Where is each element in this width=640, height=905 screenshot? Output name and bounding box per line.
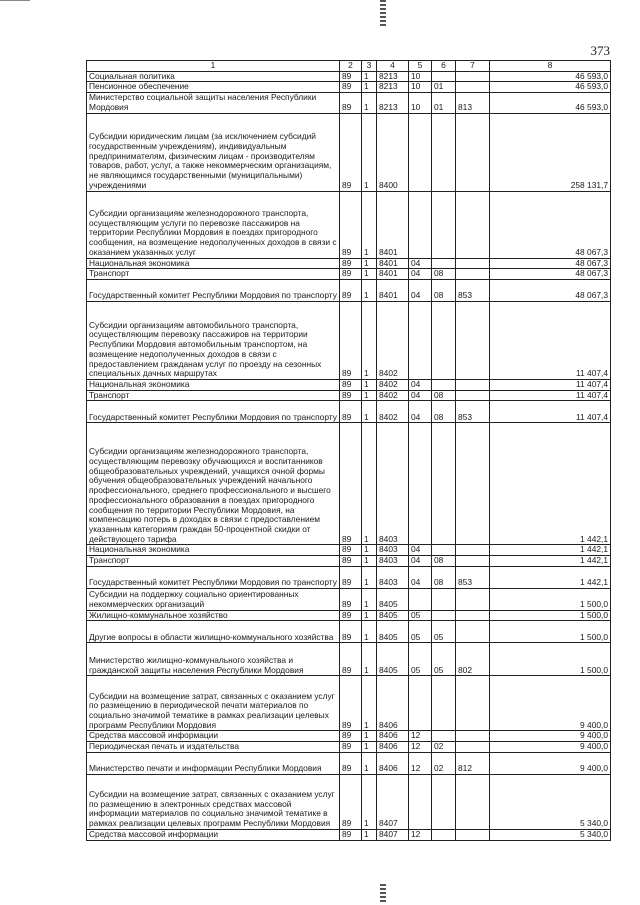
row-code-c3: 1 <box>362 742 377 753</box>
row-code-c2: 89 <box>340 82 362 93</box>
table-row <box>87 588 611 610</box>
row-label: Субсидии на поддержку социально ориентированных некоммерческих организаций <box>87 588 340 610</box>
row-code-c7: 802 <box>456 643 490 676</box>
row-code-c4: 8405 <box>377 610 409 621</box>
row-code-c7 <box>456 269 490 280</box>
row-code-c4: 8406 <box>377 676 409 731</box>
row-code-c7 <box>456 258 490 269</box>
row-code-c4: 8403 <box>377 566 409 588</box>
row-code-c6 <box>432 588 456 610</box>
row-code-c3: 1 <box>362 752 377 774</box>
row-code-c4: 8213 <box>377 71 409 82</box>
row-code-c6: 05 <box>432 621 456 643</box>
table-row <box>87 621 611 643</box>
row-label: Министерство жилищно-коммунального хозяйства и гражданской защиты населения Республики Мордовия <box>87 643 340 676</box>
row-label: Национальная экономика <box>87 379 340 390</box>
col-header: 1 <box>87 61 340 72</box>
table-row <box>87 269 611 280</box>
row-code-c6 <box>432 423 456 545</box>
row-code-c6 <box>432 113 456 191</box>
row-code-c4: 8407 <box>377 774 409 829</box>
row-label: Государственный комитет Республики Мордовия по транспорту <box>87 401 340 423</box>
row-code-c2: 89 <box>340 731 362 742</box>
row-code-c7 <box>456 191 490 258</box>
row-code-c2: 89 <box>340 566 362 588</box>
row-code-c6: 08 <box>432 269 456 280</box>
table-row <box>87 401 611 423</box>
row-code-c6 <box>432 258 456 269</box>
row-code-c4: 8403 <box>377 556 409 567</box>
row-code-c7 <box>456 423 490 545</box>
row-code-c7 <box>456 774 490 829</box>
row-code-c5 <box>409 113 432 191</box>
row-code-c3: 1 <box>362 566 377 588</box>
row-code-c6: 01 <box>432 93 456 113</box>
row-code-c5: 10 <box>409 71 432 82</box>
row-label: Субсидии на возмещение затрат, связанных с оказанием услуг по размещению в электронных средствах массовой информации материалов по социально значимой тематике в рамках реализации целевых программ Республики Мордовия <box>87 774 340 829</box>
row-amount: 1 500,0 <box>490 643 611 676</box>
row-label: Средства массовой информации <box>87 731 340 742</box>
row-label: Министерство печати и информации Республики Мордовия <box>87 752 340 774</box>
row-amount: 1 442,1 <box>490 556 611 567</box>
row-code-c7 <box>456 113 490 191</box>
row-code-c4: 8400 <box>377 113 409 191</box>
row-code-c3: 1 <box>362 774 377 829</box>
row-code-c7 <box>456 742 490 753</box>
row-code-c2: 89 <box>340 643 362 676</box>
row-code-c2: 89 <box>340 621 362 643</box>
row-amount: 5 340,0 <box>490 829 611 840</box>
row-code-c6 <box>432 71 456 82</box>
row-code-c3: 1 <box>362 621 377 643</box>
row-amount: 48 067,3 <box>490 191 611 258</box>
row-amount: 11 407,4 <box>490 390 611 401</box>
table-row <box>87 301 611 379</box>
row-code-c5: 04 <box>409 545 432 556</box>
row-code-c2: 89 <box>340 379 362 390</box>
row-amount: 1 442,1 <box>490 566 611 588</box>
row-code-c3: 1 <box>362 643 377 676</box>
table-row <box>87 423 611 545</box>
row-code-c6: 01 <box>432 82 456 93</box>
row-code-c4: 8401 <box>377 279 409 301</box>
row-code-c5: 10 <box>409 93 432 113</box>
row-amount: 46 593,0 <box>490 71 611 82</box>
row-code-c7: 813 <box>456 93 490 113</box>
row-label: Транспорт <box>87 556 340 567</box>
row-amount: 11 407,4 <box>490 379 611 390</box>
row-code-c2: 89 <box>340 752 362 774</box>
row-label: Субсидии юридическим лицам (за исключением субсидий государственным учреждениям), индивидуальным предпринимателям, физическим лицам - производителям товаров, работ, услуг, а также некоммерческим организациям, не являющимся государственными (муниципальными) учреждениями <box>87 113 340 191</box>
row-code-c4: 8213 <box>377 82 409 93</box>
row-code-c7 <box>456 621 490 643</box>
row-code-c5 <box>409 423 432 545</box>
row-label: Пенсионное обеспечение <box>87 82 340 93</box>
row-amount: 9 400,0 <box>490 731 611 742</box>
row-code-c6: 02 <box>432 742 456 753</box>
row-code-c2: 89 <box>340 269 362 280</box>
row-code-c3: 1 <box>362 731 377 742</box>
row-code-c7: 853 <box>456 566 490 588</box>
table-row <box>87 742 611 753</box>
row-code-c3: 1 <box>362 191 377 258</box>
table-row <box>87 731 611 742</box>
row-code-c2: 89 <box>340 588 362 610</box>
binding-mark-bottom <box>380 884 386 902</box>
row-code-c5: 05 <box>409 643 432 676</box>
row-code-c3: 1 <box>362 610 377 621</box>
row-code-c4: 8405 <box>377 621 409 643</box>
row-code-c2: 89 <box>340 556 362 567</box>
row-code-c7 <box>456 610 490 621</box>
row-code-c4: 8405 <box>377 643 409 676</box>
row-code-c6 <box>432 829 456 840</box>
row-code-c3: 1 <box>362 556 377 567</box>
row-code-c6 <box>432 731 456 742</box>
row-amount: 5 340,0 <box>490 774 611 829</box>
col-header: 5 <box>409 61 432 72</box>
table-row <box>87 71 611 82</box>
row-code-c4: 8407 <box>377 829 409 840</box>
row-code-c5 <box>409 301 432 379</box>
page-number: 373 <box>590 43 610 58</box>
row-label: Транспорт <box>87 390 340 401</box>
col-header: 2 <box>340 61 362 72</box>
scan-edge-mark <box>0 0 30 1</box>
table-row <box>87 279 611 301</box>
row-code-c6 <box>432 610 456 621</box>
row-amount: 9 400,0 <box>490 742 611 753</box>
row-code-c7 <box>456 588 490 610</box>
row-label: Транспорт <box>87 269 340 280</box>
row-code-c5 <box>409 191 432 258</box>
table-row <box>87 113 611 191</box>
row-code-c3: 1 <box>362 301 377 379</box>
row-code-c5: 05 <box>409 621 432 643</box>
row-code-c3: 1 <box>362 93 377 113</box>
row-code-c3: 1 <box>362 401 377 423</box>
row-amount: 1 442,1 <box>490 545 611 556</box>
row-code-c2: 89 <box>340 742 362 753</box>
row-amount: 11 407,4 <box>490 301 611 379</box>
row-amount: 48 067,3 <box>490 279 611 301</box>
row-amount: 1 500,0 <box>490 621 611 643</box>
row-code-c3: 1 <box>362 379 377 390</box>
row-code-c6 <box>432 676 456 731</box>
row-code-c3: 1 <box>362 390 377 401</box>
row-code-c2: 89 <box>340 279 362 301</box>
row-code-c4: 8401 <box>377 269 409 280</box>
row-code-c6 <box>432 301 456 379</box>
row-code-c2: 89 <box>340 113 362 191</box>
row-label: Государственный комитет Республики Мордовия по транспорту <box>87 279 340 301</box>
row-code-c5: 04 <box>409 556 432 567</box>
row-code-c5: 10 <box>409 82 432 93</box>
row-code-c3: 1 <box>362 279 377 301</box>
row-code-c2: 89 <box>340 829 362 840</box>
row-amount: 1 500,0 <box>490 610 611 621</box>
table-row <box>87 390 611 401</box>
row-code-c2: 89 <box>340 401 362 423</box>
row-label: Национальная экономика <box>87 258 340 269</box>
row-code-c5 <box>409 774 432 829</box>
row-code-c4: 8403 <box>377 423 409 545</box>
row-code-c7 <box>456 731 490 742</box>
row-code-c6: 08 <box>432 566 456 588</box>
col-header: 7 <box>456 61 490 72</box>
row-code-c5: 12 <box>409 752 432 774</box>
row-amount: 11 407,4 <box>490 401 611 423</box>
budget-table <box>86 60 611 841</box>
row-code-c2: 89 <box>340 93 362 113</box>
row-code-c4: 8401 <box>377 191 409 258</box>
table-row <box>87 610 611 621</box>
table-row <box>87 258 611 269</box>
row-code-c7 <box>456 71 490 82</box>
row-code-c2: 89 <box>340 258 362 269</box>
table-row <box>87 556 611 567</box>
table-row <box>87 191 611 258</box>
row-code-c5: 04 <box>409 258 432 269</box>
row-code-c4: 8402 <box>377 301 409 379</box>
row-code-c3: 1 <box>362 423 377 545</box>
table-row <box>87 93 611 113</box>
row-code-c6: 08 <box>432 401 456 423</box>
row-code-c5: 04 <box>409 379 432 390</box>
row-amount: 48 067,3 <box>490 269 611 280</box>
table-row <box>87 566 611 588</box>
col-header: 3 <box>362 61 377 72</box>
row-code-c7: 853 <box>456 279 490 301</box>
row-code-c2: 89 <box>340 676 362 731</box>
row-code-c7 <box>456 379 490 390</box>
row-amount: 46 593,0 <box>490 93 611 113</box>
row-code-c3: 1 <box>362 113 377 191</box>
row-label: Субсидии организациям железнодорожного транспорта, осуществляющим услуги по перевозке пассажиров на территории Республики Мордовия в поездах пригородного сообщения, на возмещение недополученных доходов в связи с оказанием указанных услуг <box>87 191 340 258</box>
row-code-c4: 8402 <box>377 401 409 423</box>
table-row <box>87 774 611 829</box>
row-code-c7 <box>456 556 490 567</box>
row-code-c6 <box>432 545 456 556</box>
row-code-c5: 12 <box>409 742 432 753</box>
table-row <box>87 643 611 676</box>
binding-mark-top <box>380 0 386 26</box>
row-code-c2: 89 <box>340 301 362 379</box>
row-code-c2: 89 <box>340 390 362 401</box>
row-code-c3: 1 <box>362 269 377 280</box>
row-code-c6: 08 <box>432 279 456 301</box>
col-header: 8 <box>490 61 611 72</box>
row-code-c5: 04 <box>409 390 432 401</box>
row-code-c6 <box>432 774 456 829</box>
row-code-c5 <box>409 676 432 731</box>
row-label: Периодическая печать и издательства <box>87 742 340 753</box>
row-code-c5: 12 <box>409 829 432 840</box>
row-code-c3: 1 <box>362 82 377 93</box>
row-code-c7 <box>456 301 490 379</box>
row-code-c4: 8405 <box>377 588 409 610</box>
row-code-c7 <box>456 829 490 840</box>
col-header: 6 <box>432 61 456 72</box>
table-row <box>87 752 611 774</box>
row-code-c5: 04 <box>409 279 432 301</box>
row-code-c3: 1 <box>362 829 377 840</box>
row-label: Субсидии организациям автомобильного транспорта, осуществляющим перевозку пассажиров на территории Республики Мордовия автомобильным транспортом, на возмещение недополученных доходов в связи с предоставлением гражданам услуг по проезду на сезонных специальных дачных маршрутах <box>87 301 340 379</box>
row-amount: 46 593,0 <box>490 82 611 93</box>
row-label: Субсидии организациям железнодорожного транспорта, осуществляющим перевозку обучающихся и воспитанников общеобразовательных учреждений, учащихся очной формы обучения общеобразовательных учреждений начального профессионального, среднего профессионального и высшего профессионального образования в поездах пригородного сообщения по территории Республики Мордовия, на компенсацию потерь в доходах в связи с предоставлением указанным категориям граждан 50-процентной скидки от действующего тарифа <box>87 423 340 545</box>
row-code-c7 <box>456 545 490 556</box>
row-label: Другие вопросы в области жилищно-коммунального хозяйства <box>87 621 340 643</box>
row-amount: 9 400,0 <box>490 676 611 731</box>
row-code-c6 <box>432 191 456 258</box>
row-code-c4: 8401 <box>377 258 409 269</box>
row-code-c5: 05 <box>409 610 432 621</box>
row-code-c6 <box>432 379 456 390</box>
table-row <box>87 829 611 840</box>
row-code-c2: 89 <box>340 774 362 829</box>
row-code-c2: 89 <box>340 191 362 258</box>
row-code-c5: 04 <box>409 269 432 280</box>
row-code-c2: 89 <box>340 423 362 545</box>
row-code-c5: 04 <box>409 401 432 423</box>
row-code-c6: 08 <box>432 390 456 401</box>
row-code-c3: 1 <box>362 588 377 610</box>
row-label: Жилищно-коммунальное хозяйство <box>87 610 340 621</box>
row-code-c3: 1 <box>362 258 377 269</box>
table-row <box>87 545 611 556</box>
row-label: Национальная экономика <box>87 545 340 556</box>
row-label: Министерство социальной защиты населения Республики Мордовия <box>87 93 340 113</box>
row-code-c3: 1 <box>362 676 377 731</box>
row-code-c4: 8403 <box>377 545 409 556</box>
table-row <box>87 82 611 93</box>
row-code-c4: 8406 <box>377 752 409 774</box>
row-code-c4: 8213 <box>377 93 409 113</box>
row-code-c4: 8402 <box>377 390 409 401</box>
table-row <box>87 676 611 731</box>
row-code-c6: 08 <box>432 556 456 567</box>
row-code-c6: 02 <box>432 752 456 774</box>
row-label: Субсидии на возмещение затрат, связанных с оказанием услуг по размещению в периодической печати материалов по социально значимой тематике в рамках реализации целевых программ Республики Мордовия <box>87 676 340 731</box>
row-code-c6: 05 <box>432 643 456 676</box>
row-label: Социальная политика <box>87 71 340 82</box>
row-code-c7 <box>456 676 490 731</box>
row-label: Государственный комитет Республики Мордовия по транспорту <box>87 566 340 588</box>
row-code-c4: 8406 <box>377 731 409 742</box>
row-code-c2: 89 <box>340 71 362 82</box>
row-code-c3: 1 <box>362 545 377 556</box>
row-amount: 1 500,0 <box>490 588 611 610</box>
row-code-c2: 89 <box>340 610 362 621</box>
row-code-c5: 12 <box>409 731 432 742</box>
row-label: Средства массовой информации <box>87 829 340 840</box>
row-code-c2: 89 <box>340 545 362 556</box>
column-number-header <box>87 61 611 72</box>
row-code-c7 <box>456 390 490 401</box>
row-code-c3: 1 <box>362 71 377 82</box>
row-code-c7: 812 <box>456 752 490 774</box>
row-code-c7: 853 <box>456 401 490 423</box>
row-code-c5: 04 <box>409 566 432 588</box>
row-amount: 1 442,1 <box>490 423 611 545</box>
row-amount: 48 067,3 <box>490 258 611 269</box>
row-code-c4: 8402 <box>377 379 409 390</box>
row-amount: 258 131,7 <box>490 113 611 191</box>
table-row <box>87 379 611 390</box>
row-amount: 9 400,0 <box>490 752 611 774</box>
row-code-c4: 8406 <box>377 742 409 753</box>
row-code-c5 <box>409 588 432 610</box>
row-code-c7 <box>456 82 490 93</box>
col-header: 4 <box>377 61 409 72</box>
